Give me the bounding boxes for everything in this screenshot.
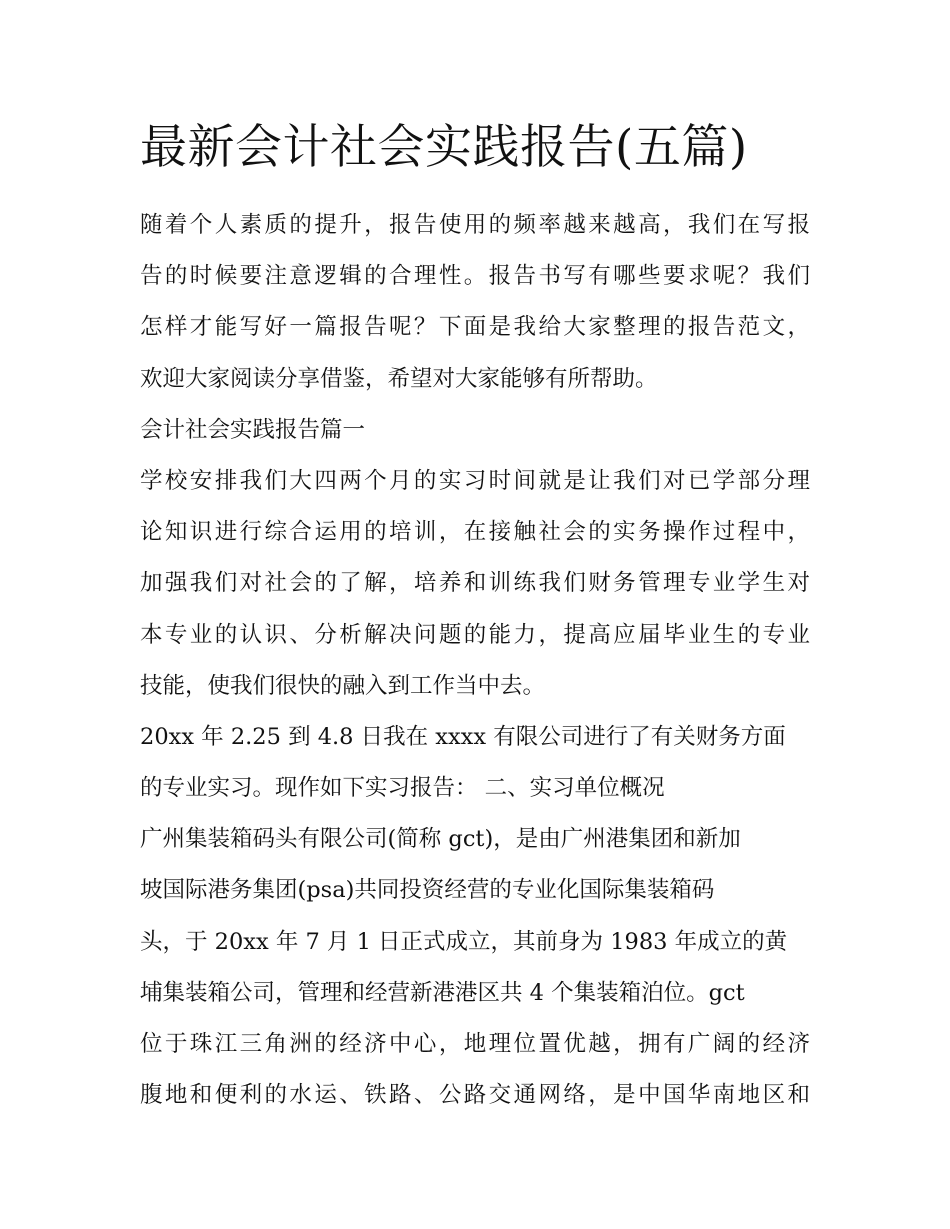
body-line: 坡国际港务集团(psa)共同投资经营的专业化国际集装箱码 [140,877,715,904]
body-line: 随着个人素质的提升，报告使用的频率越来越高，我们在写报 [140,212,810,238]
body-line: 的专业实习。现作如下实习报告： 二、实习单位概况 [140,775,665,802]
body-line: 欢迎大家阅读分享借鉴，希望对大家能够有所帮助。 [140,365,658,392]
document-body [140,200,830,1121]
body-line: 广州集装箱码头有限公司(简称 gct)，是由广州港集团和新加 [140,826,741,853]
section-heading: 会计社会实践报告篇一 [140,416,366,443]
body-line: 20xx 年 2.25 到 4.8 日我在 xxxx 有限公司进行了有关财务方面 [140,723,786,750]
body-line: 本专业的认识、分析解决问题的能力，提高应届毕业生的专业 [140,621,810,648]
body-line: 埔集装箱公司，管理和经营新港港区共 4 个集装箱泊位。gct [140,979,745,1006]
body-line: 加强我们对社会的了解，培养和训练我们财务管理专业学生对 [140,570,810,597]
body-line: 腹地和便利的水运、铁路、公路交通网络，是中国华南地区和 [140,1082,810,1109]
body-line: 技能，使我们很快的融入到工作当中去。 [140,672,546,699]
body-line: 告的时候要注意逻辑的合理性。报告书写有哪些要求呢？我们 [140,263,810,290]
document-title: 最新会计社会实践报告(五篇) [140,120,748,175]
body-line: 论知识进行综合运用的培训，在接触社会的实务操作过程中， [140,519,810,546]
body-line: 头，于 20xx 年 7 月 1 日正式成立，其前身为 1983 年成立的黄 [140,928,788,955]
body-line: 怎样才能写好一篇报告呢？下面是我给大家整理的报告范文， [140,314,810,341]
body-line: 学校安排我们大四两个月的实习时间就是让我们对已学部分理 [140,467,810,494]
body-line: 位于珠江三角洲的经济中心，地理位置优越，拥有广阔的经济 [140,1031,810,1057]
